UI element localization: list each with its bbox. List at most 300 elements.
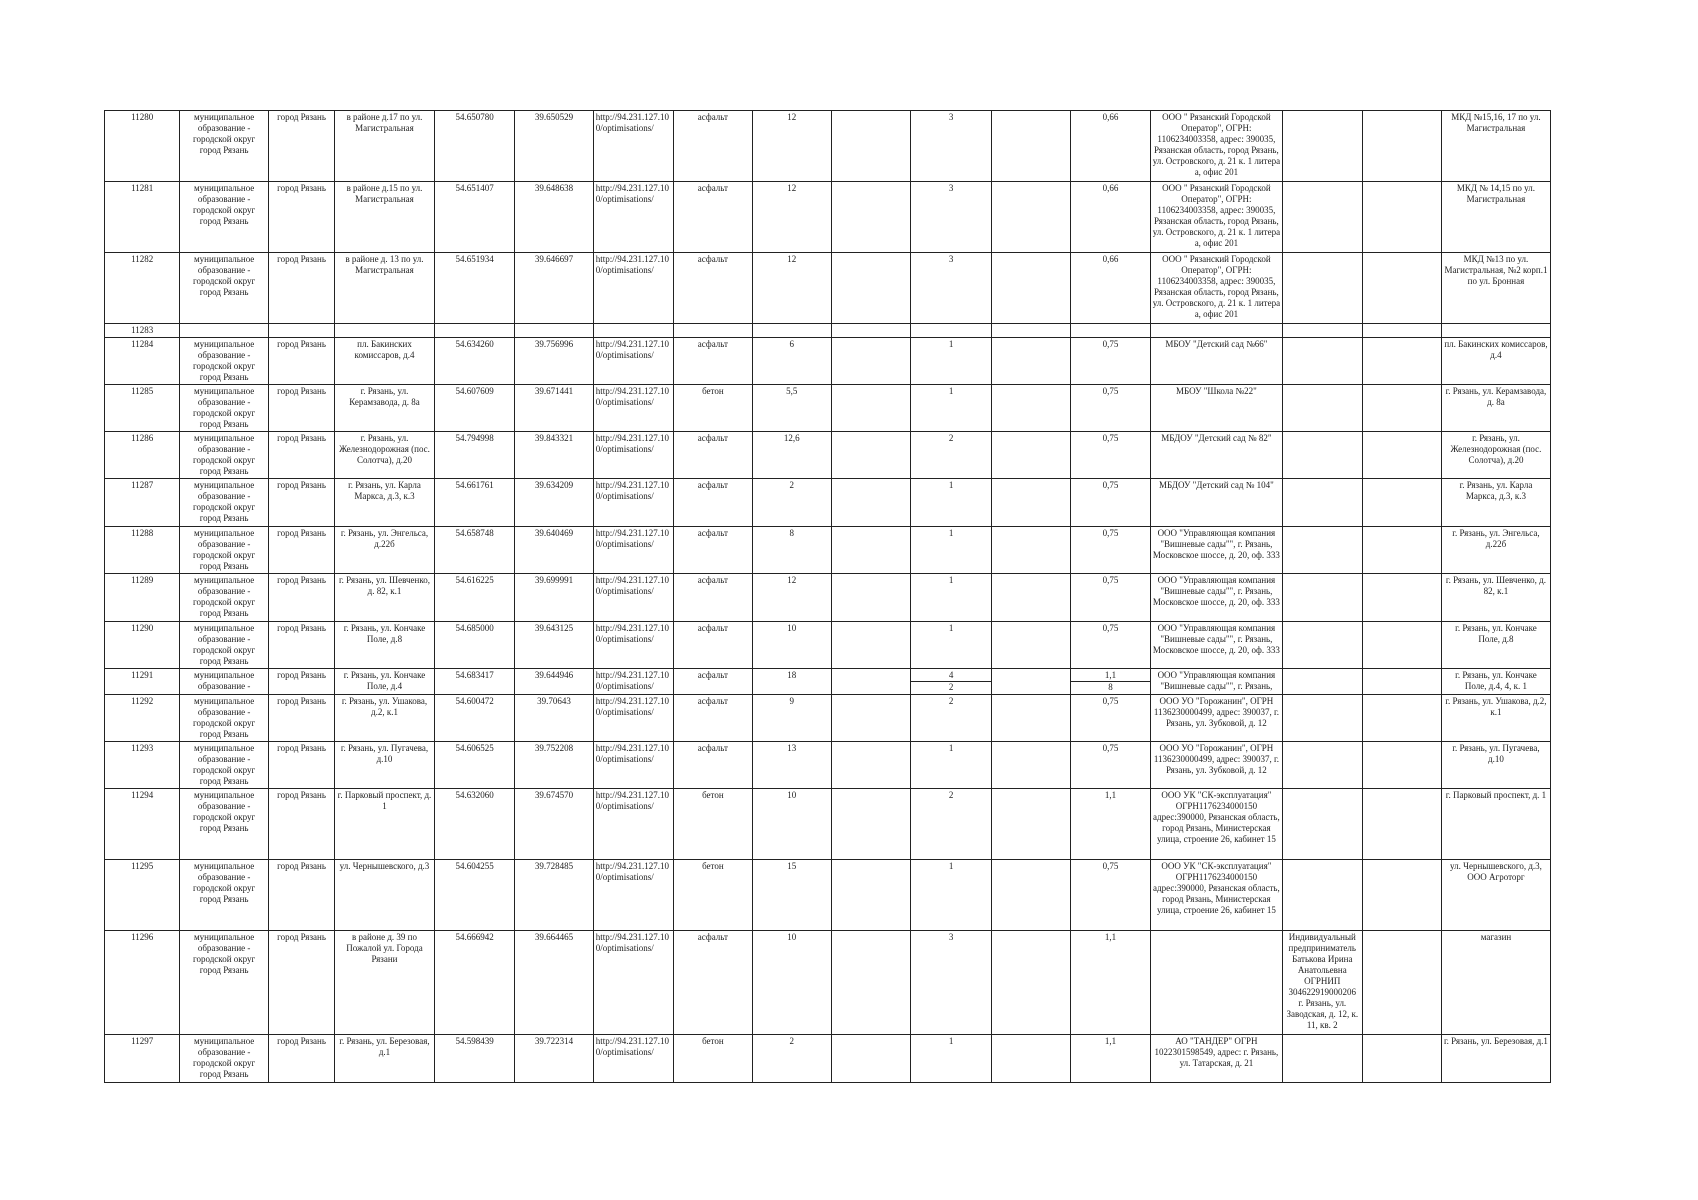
cell-waste-source: г. Рязань, ул. Кончаке Поле, д.4, 4, к. 1 <box>1441 669 1550 695</box>
cell-area: 2 <box>752 479 831 527</box>
cell-surface-type: асфальт <box>674 622 752 669</box>
cell-address: г. Рязань, ул. Керамзавода, д. 8а <box>335 385 435 432</box>
cell-waste-source: г. Рязань, ул. Железнодорожная (пос. Солотча), д.20 <box>1441 432 1550 479</box>
cell-address: в районе д. 39 по Пожалой ул. Города Рязани <box>335 931 435 1035</box>
cell-container-count-secondary: 2 <box>948 682 954 692</box>
cell-latitude <box>434 324 514 338</box>
cell-address: г. Рязань, ул. Кончаке Поле, д.4 <box>335 669 435 695</box>
cell-latitude: 54.683417 <box>434 669 514 695</box>
table-row <box>105 253 1551 324</box>
cell-address: пл. Бакинских комиссаров, д.4 <box>335 338 435 385</box>
cell-container-volume-secondary: 8 <box>1108 682 1113 692</box>
cell-individual-owner <box>1283 324 1362 338</box>
cell-city: город Рязань <box>268 527 334 574</box>
cell-individual-owner <box>1283 695 1362 742</box>
cell-empty-col <box>991 182 1070 253</box>
cell-individual-owner <box>1283 432 1362 479</box>
table-row <box>105 111 1551 182</box>
cell-municipality: муниципальное образование - <box>180 669 269 695</box>
cell-row-id: 11284 <box>105 338 180 385</box>
cell-owner: МБДОУ "Детский сад № 104" <box>1150 479 1282 527</box>
cell-owner: ООО "Управляющая компания "Вишневые сады"", г. Рязань, <box>1150 669 1282 695</box>
cell-empty-col <box>991 324 1070 338</box>
cell-map-url: http://94.231.127.10 0/optimisations/ <box>593 338 673 385</box>
cell-city: город Рязань <box>268 622 334 669</box>
cell-surface-type: бетон <box>674 385 752 432</box>
cell-container-count: 1 <box>911 527 991 574</box>
cell-longitude: 39.646697 <box>515 253 593 324</box>
cell-empty-col <box>991 527 1070 574</box>
cell-waste-source: магазин <box>1441 931 1550 1035</box>
cell-owner: ООО УО "Горожанин", ОГРН 1136230000499, адрес: 390037, г. Рязань, ул. Зубковой, д. 12 <box>1150 695 1282 742</box>
cell-surface-type: асфальт <box>674 527 752 574</box>
cell-empty-col <box>1362 742 1441 789</box>
cell-row-id: 11290 <box>105 622 180 669</box>
cell-waste-source: г. Рязань, ул. Кончаке Поле, д.8 <box>1441 622 1550 669</box>
cell-empty-col <box>1362 931 1441 1035</box>
cell-row-id: 11294 <box>105 789 180 860</box>
cell-map-url: http://94.231.127.10 0/optimisations/ <box>593 432 673 479</box>
cell-area: 6 <box>752 338 831 385</box>
table-row <box>105 182 1551 253</box>
cell-latitude: 54.606525 <box>434 742 514 789</box>
cell-address: г. Рязань, ул. Кончаке Поле, д.8 <box>335 622 435 669</box>
cell-area: 5,5 <box>752 385 831 432</box>
table-row <box>105 1035 1551 1083</box>
cell-longitude: 39.699991 <box>515 574 593 622</box>
cell-map-url: http://94.231.127.10 0/optimisations/ <box>593 527 673 574</box>
cell-owner: АО "ТАНДЕР" ОГРН 1022301598549, адрес: г. Рязань, ул. Татарская, д. 21 <box>1150 1035 1282 1083</box>
cell-row-id: 11289 <box>105 574 180 622</box>
cell-city: город Рязань <box>268 385 334 432</box>
cell-container-count: 3 <box>911 182 991 253</box>
cell-latitude: 54.651934 <box>434 253 514 324</box>
cell-waste-source: г. Рязань, ул. Шевченко, д. 82, к.1 <box>1441 574 1550 622</box>
cell-container-count-primary: 4 <box>911 670 990 682</box>
cell-container-volume: 0,75 <box>1071 695 1150 742</box>
cell-latitude: 54.634260 <box>434 338 514 385</box>
cell-municipality: муниципальное образование - городской округ город Рязань <box>180 253 269 324</box>
cell-area <box>752 324 831 338</box>
cell-empty-col <box>991 111 1070 182</box>
cell-owner: ООО УО "Горожанин", ОГРН 1136230000499, адрес: 390037, г. Рязань, ул. Зубковой, д. 12 <box>1150 742 1282 789</box>
cell-empty-col <box>1362 669 1441 695</box>
cell-map-url: http://94.231.127.10 0/optimisations/ <box>593 111 673 182</box>
cell-municipality: муниципальное образование - городской округ город Рязань <box>180 432 269 479</box>
cell-individual-owner <box>1283 742 1362 789</box>
cell-area: 12 <box>752 111 831 182</box>
cell-area: 12 <box>752 574 831 622</box>
cell-owner: ООО " Рязанский Городской Оператор", ОГРН: 1106234003358, адрес: 390035, Рязанская область, город Рязань, ул. Островского, д. 21 к. 1 литера а, офис 201 <box>1150 253 1282 324</box>
cell-empty-col <box>832 742 911 789</box>
cell-surface-type: асфальт <box>674 931 752 1035</box>
cell-municipality: муниципальное образование - городской округ город Рязань <box>180 1035 269 1083</box>
cell-map-url: http://94.231.127.10 0/optimisations/ <box>593 622 673 669</box>
cell-owner: ООО УК "СК-эксплуатация" ОГРН1176234000150 адрес:390000, Рязанская область, город Рязань, Министерская улица, строение 26, кабинет 15 <box>1150 789 1282 860</box>
cell-owner: ООО " Рязанский Городской Оператор", ОГРН: 1106234003358, адрес: 390035, Рязанская область, город Рязань, ул. Островского, д. 21 к. 1 литера а, офис 201 <box>1150 111 1282 182</box>
cell-surface-type: асфальт <box>674 479 752 527</box>
cell-address: г. Рязань, ул. Энгельса, д.22б <box>335 527 435 574</box>
cell-address: в районе д.15 по ул. Магистральная <box>335 182 435 253</box>
cell-empty-col <box>832 432 911 479</box>
cell-container-count: 3 <box>911 931 991 1035</box>
cell-row-id: 11292 <box>105 695 180 742</box>
cell-individual-owner <box>1283 479 1362 527</box>
cell-row-id: 11288 <box>105 527 180 574</box>
cell-empty-col <box>832 622 911 669</box>
cell-surface-type: асфальт <box>674 742 752 789</box>
cell-container-count: 1 <box>911 860 991 931</box>
cell-longitude: 39.722314 <box>515 1035 593 1083</box>
cell-longitude: 39.756996 <box>515 338 593 385</box>
cell-row-id: 11287 <box>105 479 180 527</box>
waste-sites-register-table <box>104 110 1551 1083</box>
cell-address: г. Парковый проспект, д. 1 <box>335 789 435 860</box>
cell-individual-owner <box>1283 182 1362 253</box>
cell-empty-col <box>1362 182 1441 253</box>
cell-individual-owner <box>1283 574 1362 622</box>
cell-container-volume: 1,1 <box>1071 931 1150 1035</box>
cell-map-url: http://94.231.127.10 0/optimisations/ <box>593 789 673 860</box>
table-row <box>105 931 1551 1035</box>
cell-container-count: 3 <box>911 111 991 182</box>
cell-empty-col <box>1362 789 1441 860</box>
cell-empty-col <box>1362 860 1441 931</box>
cell-map-url: http://94.231.127.10 0/optimisations/ <box>593 182 673 253</box>
cell-owner: ООО "Управляющая компания "Вишневые сады"", г. Рязань, Московское шоссе, д. 20, оф. 333 <box>1150 527 1282 574</box>
cell-address: г. Рязань, ул. Ушакова, д.2, к.1 <box>335 695 435 742</box>
cell-container-count <box>911 669 991 695</box>
cell-longitude <box>515 324 593 338</box>
cell-empty-col <box>832 338 911 385</box>
cell-container-count: 2 <box>911 432 991 479</box>
cell-empty-col <box>1362 695 1441 742</box>
cell-empty-col <box>832 669 911 695</box>
cell-empty-col <box>991 931 1070 1035</box>
cell-empty-col <box>832 253 911 324</box>
cell-row-id: 11296 <box>105 931 180 1035</box>
cell-row-id: 11293 <box>105 742 180 789</box>
cell-map-url <box>593 324 673 338</box>
cell-city: город Рязань <box>268 432 334 479</box>
cell-row-id: 11285 <box>105 385 180 432</box>
cell-municipality: муниципальное образование - городской округ город Рязань <box>180 527 269 574</box>
cell-empty-col <box>832 111 911 182</box>
cell-empty-col <box>832 931 911 1035</box>
cell-longitude: 39.70643 <box>515 695 593 742</box>
cell-waste-source: МКД № 14,15 по ул. Магистральная <box>1441 182 1550 253</box>
cell-latitude: 54.604255 <box>434 860 514 931</box>
cell-latitude: 54.794998 <box>434 432 514 479</box>
cell-container-volume: 0,75 <box>1071 742 1150 789</box>
cell-city: город Рязань <box>268 695 334 742</box>
cell-area: 12 <box>752 182 831 253</box>
cell-container-count: 1 <box>911 385 991 432</box>
cell-empty-col <box>1362 385 1441 432</box>
cell-map-url: http://94.231.127.10 0/optimisations/ <box>593 385 673 432</box>
cell-empty-col <box>991 385 1070 432</box>
cell-area: 18 <box>752 669 831 695</box>
cell-surface-type <box>674 324 752 338</box>
table-row <box>105 479 1551 527</box>
cell-longitude: 39.728485 <box>515 860 593 931</box>
cell-empty-col <box>1362 622 1441 669</box>
cell-individual-owner <box>1283 385 1362 432</box>
cell-city: город Рязань <box>268 669 334 695</box>
cell-empty-col <box>832 695 911 742</box>
cell-surface-type: бетон <box>674 1035 752 1083</box>
cell-container-count: 1 <box>911 479 991 527</box>
cell-container-volume: 0,66 <box>1071 253 1150 324</box>
cell-address: ул. Чернышевского, д.3 <box>335 860 435 931</box>
cell-container-count: 1 <box>911 1035 991 1083</box>
cell-individual-owner <box>1283 789 1362 860</box>
table-row <box>105 338 1551 385</box>
cell-container-volume: 0,66 <box>1071 111 1150 182</box>
cell-container-volume: 0,75 <box>1071 479 1150 527</box>
cell-municipality: муниципальное образование - городской округ город Рязань <box>180 789 269 860</box>
cell-owner: ООО " Рязанский Городской Оператор", ОГРН: 1106234003358, адрес: 390035, Рязанская область, город Рязань, ул. Островского, д. 21 к. 1 литера а, офис 201 <box>1150 182 1282 253</box>
cell-municipality: муниципальное образование - городской округ город Рязань <box>180 622 269 669</box>
cell-container-volume: 0,75 <box>1071 432 1150 479</box>
cell-empty-col <box>832 527 911 574</box>
cell-area: 10 <box>752 789 831 860</box>
cell-empty-col <box>991 622 1070 669</box>
table-row <box>105 695 1551 742</box>
cell-latitude: 54.650780 <box>434 111 514 182</box>
cell-city: город Рязань <box>268 182 334 253</box>
cell-container-count: 2 <box>911 695 991 742</box>
cell-latitude: 54.598439 <box>434 1035 514 1083</box>
cell-longitude: 39.650529 <box>515 111 593 182</box>
cell-city: город Рязань <box>268 931 334 1035</box>
cell-owner: ООО "Управляющая компания "Вишневые сады"", г. Рязань, Московское шоссе, д. 20, оф. 333 <box>1150 574 1282 622</box>
cell-longitude: 39.674570 <box>515 789 593 860</box>
cell-row-id: 11281 <box>105 182 180 253</box>
cell-empty-col <box>1362 253 1441 324</box>
cell-area: 12,6 <box>752 432 831 479</box>
cell-individual-owner <box>1283 527 1362 574</box>
cell-waste-source: ул. Чернышевского, д.3, ООО Агроторг <box>1441 860 1550 931</box>
cell-container-count: 2 <box>911 789 991 860</box>
cell-container-volume: 0,75 <box>1071 860 1150 931</box>
cell-individual-owner: Индивидуальный предприниматель Батькова Ирина Анатольевна ОГРНИП 304622919000206 г. Рязань, ул. Заводская, д. 12, к. 11, кв. 2 <box>1283 931 1362 1035</box>
cell-container-volume <box>1071 324 1150 338</box>
cell-owner <box>1150 931 1282 1035</box>
cell-container-volume: 0,75 <box>1071 622 1150 669</box>
cell-city: город Рязань <box>268 789 334 860</box>
cell-empty-col <box>991 669 1070 695</box>
cell-city: город Рязань <box>268 860 334 931</box>
cell-empty-col <box>991 742 1070 789</box>
cell-municipality: муниципальное образование - городской округ город Рязань <box>180 385 269 432</box>
cell-empty-col <box>1362 111 1441 182</box>
cell-area: 15 <box>752 860 831 931</box>
cell-waste-source: МКД №15,16, 17 по ул. Магистральная <box>1441 111 1550 182</box>
cell-owner <box>1150 324 1282 338</box>
cell-surface-type: асфальт <box>674 338 752 385</box>
table-row <box>105 527 1551 574</box>
cell-surface-type: асфальт <box>674 432 752 479</box>
cell-container-count: 1 <box>911 742 991 789</box>
cell-surface-type: бетон <box>674 860 752 931</box>
cell-address: г. Рязань, ул. Березовая, д.1 <box>335 1035 435 1083</box>
cell-address: г. Рязань, ул. Железнодорожная (пос. Солотча), д.20 <box>335 432 435 479</box>
table-row <box>105 860 1551 931</box>
cell-surface-type: бетон <box>674 789 752 860</box>
cell-individual-owner <box>1283 669 1362 695</box>
cell-latitude: 54.607609 <box>434 385 514 432</box>
cell-city: город Рязань <box>268 574 334 622</box>
cell-empty-col <box>1362 432 1441 479</box>
cell-address <box>335 324 435 338</box>
cell-municipality: муниципальное образование - городской округ город Рязань <box>180 111 269 182</box>
cell-area: 2 <box>752 1035 831 1083</box>
cell-container-count: 1 <box>911 574 991 622</box>
cell-area: 10 <box>752 622 831 669</box>
cell-empty-col <box>832 182 911 253</box>
cell-latitude: 54.600472 <box>434 695 514 742</box>
cell-address: г. Рязань, ул. Пугачева, д.10 <box>335 742 435 789</box>
cell-municipality: муниципальное образование - городской округ город Рязань <box>180 931 269 1035</box>
cell-map-url: http://94.231.127.10 0/optimisations/ <box>593 860 673 931</box>
table-row <box>105 432 1551 479</box>
cell-empty-col <box>832 385 911 432</box>
cell-container-volume: 0,75 <box>1071 385 1150 432</box>
cell-container-volume-primary: 1,1 <box>1071 670 1149 682</box>
cell-owner: МБОУ "Детский сад №66" <box>1150 338 1282 385</box>
cell-empty-col <box>991 253 1070 324</box>
cell-empty-col <box>991 1035 1070 1083</box>
cell-surface-type: асфальт <box>674 574 752 622</box>
cell-empty-col <box>991 574 1070 622</box>
cell-surface-type: асфальт <box>674 669 752 695</box>
cell-empty-col <box>1362 338 1441 385</box>
cell-empty-col <box>991 432 1070 479</box>
cell-longitude: 39.643125 <box>515 622 593 669</box>
cell-empty-col <box>991 860 1070 931</box>
cell-owner: МБОУ "Школа №22" <box>1150 385 1282 432</box>
table-row <box>105 789 1551 860</box>
cell-row-id: 11291 <box>105 669 180 695</box>
cell-map-url: http://94.231.127.10 0/optimisations/ <box>593 479 673 527</box>
cell-container-count: 1 <box>911 338 991 385</box>
cell-map-url: http://94.231.127.10 0/optimisations/ <box>593 574 673 622</box>
cell-map-url: http://94.231.127.10 0/optimisations/ <box>593 931 673 1035</box>
cell-city: город Рязань <box>268 1035 334 1083</box>
cell-municipality: муниципальное образование - городской округ город Рязань <box>180 695 269 742</box>
cell-container-volume: 1,1 <box>1071 789 1150 860</box>
cell-address: в районе д.17 по ул. Магистральная <box>335 111 435 182</box>
cell-empty-col <box>1362 1035 1441 1083</box>
cell-container-volume <box>1071 669 1150 695</box>
cell-empty-col <box>991 338 1070 385</box>
cell-waste-source: пл. Бакинских комиссаров, д.4 <box>1441 338 1550 385</box>
cell-latitude: 54.666942 <box>434 931 514 1035</box>
cell-waste-source: г. Рязань, ул. Березовая, д.1 <box>1441 1035 1550 1083</box>
cell-surface-type: асфальт <box>674 253 752 324</box>
cell-map-url: http://94.231.127.10 0/optimisations/ <box>593 1035 673 1083</box>
cell-owner: ООО "Управляющая компания "Вишневые сады"", г. Рязань, Московское шоссе, д. 20, оф. 333 <box>1150 622 1282 669</box>
cell-individual-owner <box>1283 622 1362 669</box>
cell-container-volume: 1,1 <box>1071 1035 1150 1083</box>
cell-container-count: 3 <box>911 253 991 324</box>
cell-empty-col <box>832 574 911 622</box>
cell-latitude: 54.651407 <box>434 182 514 253</box>
cell-empty-col <box>1362 527 1441 574</box>
cell-owner: ООО УК "СК-эксплуатация" ОГРН1176234000150 адрес:390000, Рязанская область, город Рязань, Министерская улица, строение 26, кабинет 15 <box>1150 860 1282 931</box>
cell-municipality <box>180 324 269 338</box>
cell-address: г. Рязань, ул. Карла Маркса, д.3, к.3 <box>335 479 435 527</box>
cell-empty-col <box>832 1035 911 1083</box>
table-row <box>105 669 1551 695</box>
cell-map-url: http://94.231.127.10 0/optimisations/ <box>593 253 673 324</box>
cell-municipality: муниципальное образование - городской округ город Рязань <box>180 182 269 253</box>
table-row <box>105 574 1551 622</box>
cell-longitude: 39.640469 <box>515 527 593 574</box>
cell-waste-source: г. Рязань, ул. Энгельса, д.22б <box>1441 527 1550 574</box>
cell-area: 13 <box>752 742 831 789</box>
cell-waste-source: г. Рязань, ул. Карла Маркса, д.3, к.3 <box>1441 479 1550 527</box>
cell-municipality: муниципальное образование - городской округ город Рязань <box>180 338 269 385</box>
cell-waste-source: г. Рязань, ул. Ушакова, д.2, к.1 <box>1441 695 1550 742</box>
cell-empty-col <box>1362 324 1441 338</box>
cell-longitude: 39.634209 <box>515 479 593 527</box>
cell-surface-type: асфальт <box>674 111 752 182</box>
cell-row-id: 11283 <box>105 324 180 338</box>
cell-waste-source <box>1441 324 1550 338</box>
cell-address: г. Рязань, ул. Шевченко, д. 82, к.1 <box>335 574 435 622</box>
table-row <box>105 622 1551 669</box>
cell-waste-source: г. Рязань, ул. Керамзавода, д. 8а <box>1441 385 1550 432</box>
cell-area: 10 <box>752 931 831 1035</box>
cell-address: в районе д. 13 по ул. Магистральная <box>335 253 435 324</box>
cell-surface-type: асфальт <box>674 182 752 253</box>
cell-longitude: 39.752208 <box>515 742 593 789</box>
cell-individual-owner <box>1283 253 1362 324</box>
cell-empty-col <box>832 324 911 338</box>
cell-empty-col <box>991 789 1070 860</box>
cell-waste-source: г. Парковый проспект, д. 1 <box>1441 789 1550 860</box>
cell-map-url: http://94.231.127.10 0/optimisations/ <box>593 742 673 789</box>
cell-city: город Рязань <box>268 338 334 385</box>
cell-individual-owner <box>1283 111 1362 182</box>
cell-empty-col <box>991 479 1070 527</box>
cell-surface-type: асфальт <box>674 695 752 742</box>
cell-latitude: 54.632060 <box>434 789 514 860</box>
cell-empty-col <box>991 695 1070 742</box>
cell-empty-col <box>1362 574 1441 622</box>
cell-area: 8 <box>752 527 831 574</box>
cell-container-volume: 0,66 <box>1071 182 1150 253</box>
cell-container-count <box>911 324 991 338</box>
cell-row-id: 11295 <box>105 860 180 931</box>
cell-municipality: муниципальное образование - городской округ город Рязань <box>180 742 269 789</box>
cell-row-id: 11297 <box>105 1035 180 1083</box>
cell-map-url: http://94.231.127.10 0/optimisations/ <box>593 669 673 695</box>
table-row <box>105 385 1551 432</box>
cell-latitude: 54.685000 <box>434 622 514 669</box>
cell-longitude: 39.664465 <box>515 931 593 1035</box>
cell-row-id: 11280 <box>105 111 180 182</box>
cell-city: город Рязань <box>268 479 334 527</box>
cell-area: 12 <box>752 253 831 324</box>
cell-municipality: муниципальное образование - городской округ город Рязань <box>180 479 269 527</box>
cell-row-id: 11286 <box>105 432 180 479</box>
cell-individual-owner <box>1283 338 1362 385</box>
cell-latitude: 54.658748 <box>434 527 514 574</box>
cell-individual-owner <box>1283 860 1362 931</box>
